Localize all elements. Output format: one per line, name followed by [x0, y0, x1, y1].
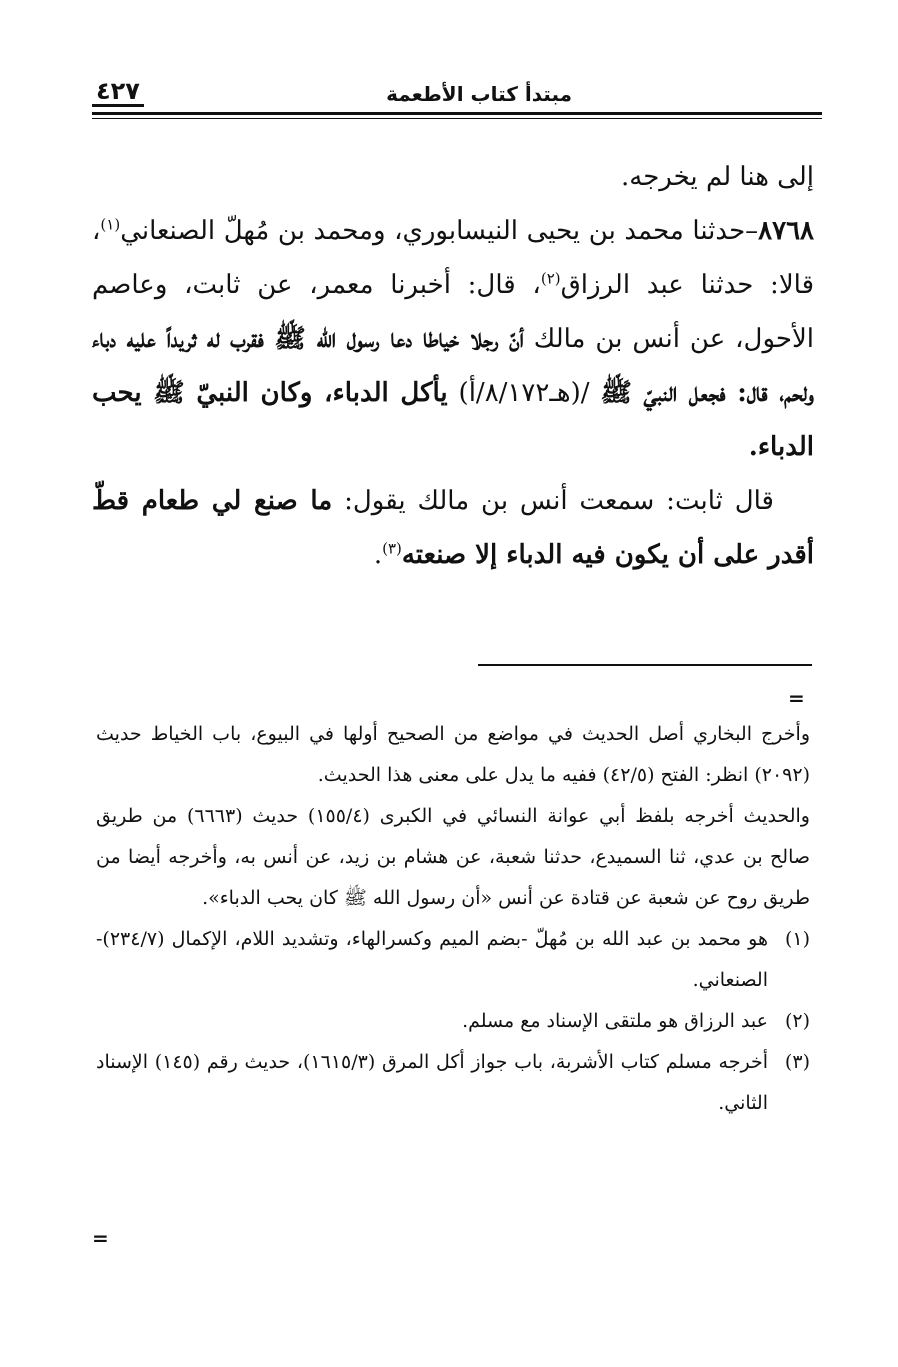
- header-rule-thin: [92, 118, 822, 119]
- running-title: مبتدأ كتاب الأطعمة: [386, 82, 572, 106]
- footnote-ref-3: (٣): [382, 539, 402, 558]
- continuation-marker-bottom: =: [92, 1226, 109, 1250]
- footnote-text: هو محمد بن عبد الله بن مُهلّ -بضم الميم وكسرالهاء، وتشديد اللام، الإكمال (٢٣٤/٧)- الصنعاني.: [96, 928, 768, 991]
- footnote-ref-2: (٢): [540, 269, 561, 288]
- continuation-marker-top: =: [788, 686, 805, 710]
- footnote-1: [96, 919, 810, 1001]
- footnote-number: (٢): [784, 1010, 810, 1032]
- footnote-2: [96, 1001, 810, 1042]
- hadith-paragraph: [92, 204, 814, 474]
- isnad-part-a: –حدثنا محمد بن يحيى النيسابوري، ومحمد بن مُهلّ الصنعاني: [120, 216, 759, 246]
- matn-part-2: يأكل الدباء، وكان النبيّ ﷺ يحب الدباء.: [92, 378, 814, 462]
- isnad-part-c: ، قال: أخبرنا معمر، عن ثابت، وعاصم الأحول، عن أنس بن مالك: [92, 270, 814, 354]
- main-text: [92, 150, 814, 582]
- matn-part-1: أنّ رجلا خياطا دعا رسول الله ﷺ فقرب له ثريداً عليه دباء ولحم، قال: فجعل النبيّ ﷺ: [92, 324, 814, 408]
- page-number: ٤٢٧: [92, 78, 144, 107]
- isnad-part-b: ، قالا: حدثنا عبد الرزاق: [92, 216, 814, 300]
- manuscript-ref: /(هـ٨/١٧٢/أ): [447, 378, 601, 408]
- footnote-continuation-2: والحديث أخرجه بلفظ أبي عوانة النسائي في الكبرى (١٥٥/٤) حديث (٦٦٦٣) من طريق صالح بن عدي، ثنا السميدع، حدثنا شعبة، عن هشام بن زيد، عن أنس به، وأخرجه أيضا من طريق روح عن شعبة عن قتادة عن أنس «أن رسول الله ﷺ كان يحب الدباء».: [96, 805, 810, 909]
- thabit-end: .: [373, 540, 383, 570]
- footnote-number: (١): [784, 928, 810, 950]
- footnote-ref-1: (١): [100, 215, 121, 234]
- header-rule-thick: [92, 112, 822, 115]
- footnote-continuation-1: وأخرج البخاري أصل الحديث في مواضع من الصحيح أولها في البيوع، باب الخياط حديث (٢٠٩٢) انظر: الفتح (٤٢/٥) ففيه ما يدل على معنى هذا الحديث.: [96, 723, 810, 786]
- thabit-quote: ما صنع لي طعام قطّ أقدر على أن يكون فيه الدباء إلا صنعته: [92, 486, 814, 570]
- footnote-number: (٣): [784, 1051, 810, 1073]
- paragraph-intro: [92, 150, 814, 204]
- hadith-number: ٨٧٦٨: [758, 216, 814, 246]
- intro-text: إلى هنا لم يخرجه.: [621, 162, 814, 192]
- footnote-text: عبد الرزاق هو ملتقى الإسناد مع مسلم.: [462, 1010, 768, 1032]
- thabit-intro: قال ثابت: سمعت أنس بن مالك يقول:: [332, 486, 774, 516]
- footnote-text: أخرجه مسلم كتاب الأشربة، باب جواز أكل المرق (١٦١٥/٣)، حديث رقم (١٤٥) الإسناد الثاني.: [96, 1051, 768, 1114]
- footnote-separator: [478, 664, 812, 666]
- footnote-3: [96, 1042, 810, 1124]
- page-header: [92, 76, 822, 110]
- thabit-paragraph: [92, 474, 814, 582]
- footnotes: [96, 714, 810, 1124]
